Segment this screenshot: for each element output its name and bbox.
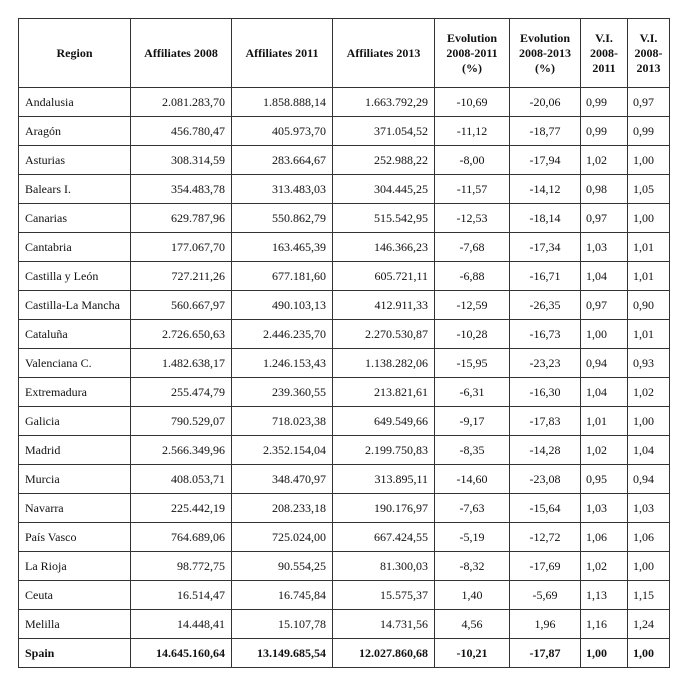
cell-region: Melilla (19, 610, 131, 639)
cell-region: Asturias (19, 146, 131, 175)
cell-evolution-2008-2011: -6,31 (435, 378, 510, 407)
table-row (19, 117, 670, 146)
cell-evolution-2008-2013: -23,23 (510, 349, 581, 378)
cell-affiliates-2008: 629.787,96 (131, 204, 232, 233)
cell-vi-2008-2011: 1,13 (581, 581, 628, 610)
table-row (19, 88, 670, 117)
table-row (19, 581, 670, 610)
cell-evolution-2008-2011: -15,95 (435, 349, 510, 378)
cell-affiliates-2013: 15.575,37 (333, 581, 435, 610)
header-vi-2008-2011: V.I. 2008-2011 (581, 19, 628, 88)
cell-evolution-2008-2013: -5,69 (510, 581, 581, 610)
cell-evolution-2008-2013: -20,06 (510, 88, 581, 117)
cell-region: Balears I. (19, 175, 131, 204)
cell-evolution-2008-2011: 4,56 (435, 610, 510, 639)
cell-vi-2008-2013: 0,90 (628, 291, 670, 320)
cell-vi-2008-2011: 1,04 (581, 262, 628, 291)
table-row (19, 349, 670, 378)
cell-affiliates-2013: 371.054,52 (333, 117, 435, 146)
cell-vi-2008-2013: 0,94 (628, 465, 670, 494)
table-row (19, 523, 670, 552)
cell-evolution-2008-2011: -14,60 (435, 465, 510, 494)
cell-evolution-2008-2011: -10,28 (435, 320, 510, 349)
cell-evolution-2008-2011: -5,19 (435, 523, 510, 552)
cell-vi-2008-2011: 0,94 (581, 349, 628, 378)
cell-evolution-2008-2013: -12,72 (510, 523, 581, 552)
cell-affiliates-2011: 718.023,38 (232, 407, 333, 436)
cell-vi-2008-2011: 0,97 (581, 291, 628, 320)
table-row (19, 610, 670, 639)
cell-affiliates-2011: 2.446.235,70 (232, 320, 333, 349)
cell-region: Castilla-La Mancha (19, 291, 131, 320)
cell-evolution-2008-2013: -17,69 (510, 552, 581, 581)
cell-vi-2008-2013: 1,01 (628, 233, 670, 262)
cell-evolution-2008-2011: 1,40 (435, 581, 510, 610)
cell-evolution-2008-2011: -12,53 (435, 204, 510, 233)
cell-region: País Vasco (19, 523, 131, 552)
table-row (19, 175, 670, 204)
cell-evolution-2008-2013: -17,34 (510, 233, 581, 262)
cell-affiliates-2011: 13.149.685,54 (232, 639, 333, 668)
cell-vi-2008-2011: 1,02 (581, 436, 628, 465)
table-row (19, 262, 670, 291)
cell-affiliates-2008: 727.211,26 (131, 262, 232, 291)
cell-affiliates-2008: 354.483,78 (131, 175, 232, 204)
header-evolution-2008-2011: Evolution 2008-2011 (%) (435, 19, 510, 88)
header-vi-2008-2013: V.I. 2008-2013 (628, 19, 670, 88)
cell-evolution-2008-2013: -17,83 (510, 407, 581, 436)
cell-vi-2008-2013: 1,00 (628, 407, 670, 436)
cell-affiliates-2011: 16.745,84 (232, 581, 333, 610)
cell-affiliates-2011: 313.483,03 (232, 175, 333, 204)
cell-vi-2008-2011: 0,95 (581, 465, 628, 494)
cell-affiliates-2008: 456.780,47 (131, 117, 232, 146)
cell-evolution-2008-2013: -23,08 (510, 465, 581, 494)
cell-vi-2008-2011: 0,99 (581, 88, 628, 117)
cell-vi-2008-2013: 1,24 (628, 610, 670, 639)
cell-affiliates-2011: 677.181,60 (232, 262, 333, 291)
total-row (19, 639, 670, 668)
table-row (19, 204, 670, 233)
cell-affiliates-2008: 14.645.160,64 (131, 639, 232, 668)
cell-evolution-2008-2013: -14,28 (510, 436, 581, 465)
cell-affiliates-2011: 550.862,79 (232, 204, 333, 233)
table-row (19, 465, 670, 494)
cell-affiliates-2013: 515.542,95 (333, 204, 435, 233)
cell-affiliates-2008: 764.689,06 (131, 523, 232, 552)
cell-evolution-2008-2011: -9,17 (435, 407, 510, 436)
cell-vi-2008-2011: 1,02 (581, 552, 628, 581)
cell-affiliates-2013: 304.445,25 (333, 175, 435, 204)
cell-affiliates-2013: 412.911,33 (333, 291, 435, 320)
cell-affiliates-2008: 255.474,79 (131, 378, 232, 407)
cell-vi-2008-2011: 1,02 (581, 146, 628, 175)
cell-evolution-2008-2013: -17,94 (510, 146, 581, 175)
cell-affiliates-2011: 1.246.153,43 (232, 349, 333, 378)
cell-vi-2008-2011: 1,16 (581, 610, 628, 639)
table-row (19, 552, 670, 581)
cell-region: Murcia (19, 465, 131, 494)
cell-affiliates-2013: 2.199.750,83 (333, 436, 435, 465)
cell-evolution-2008-2011: -6,88 (435, 262, 510, 291)
cell-affiliates-2011: 725.024,00 (232, 523, 333, 552)
cell-evolution-2008-2011: -10,69 (435, 88, 510, 117)
cell-evolution-2008-2011: -8,00 (435, 146, 510, 175)
cell-affiliates-2013: 1.663.792,29 (333, 88, 435, 117)
cell-vi-2008-2013: 1,00 (628, 146, 670, 175)
cell-region: Valenciana C. (19, 349, 131, 378)
cell-evolution-2008-2011: -7,68 (435, 233, 510, 262)
cell-vi-2008-2013: 1,01 (628, 262, 670, 291)
header-affiliates-2013: Affiliates 2013 (333, 19, 435, 88)
cell-vi-2008-2013: 1,00 (628, 552, 670, 581)
cell-vi-2008-2013: 1,00 (628, 204, 670, 233)
table-row (19, 233, 670, 262)
cell-vi-2008-2013: 1,03 (628, 494, 670, 523)
table-row (19, 146, 670, 175)
cell-region: Cataluña (19, 320, 131, 349)
cell-region: La Rioja (19, 552, 131, 581)
table-row (19, 291, 670, 320)
cell-affiliates-2013: 12.027.860,68 (333, 639, 435, 668)
header-row (19, 19, 670, 88)
cell-affiliates-2008: 560.667,97 (131, 291, 232, 320)
cell-vi-2008-2013: 1,04 (628, 436, 670, 465)
affiliates-table (18, 18, 670, 668)
cell-evolution-2008-2013: 1,96 (510, 610, 581, 639)
header-affiliates-2008: Affiliates 2008 (131, 19, 232, 88)
cell-region: Canarias (19, 204, 131, 233)
header-region: Region (19, 19, 131, 88)
cell-affiliates-2008: 2.726.650,63 (131, 320, 232, 349)
cell-evolution-2008-2013: -15,64 (510, 494, 581, 523)
cell-affiliates-2011: 208.233,18 (232, 494, 333, 523)
cell-affiliates-2013: 667.424,55 (333, 523, 435, 552)
cell-affiliates-2008: 790.529,07 (131, 407, 232, 436)
cell-vi-2008-2013: 0,97 (628, 88, 670, 117)
cell-evolution-2008-2013: -16,71 (510, 262, 581, 291)
cell-vi-2008-2013: 1,02 (628, 378, 670, 407)
cell-evolution-2008-2011: -10,21 (435, 639, 510, 668)
cell-affiliates-2013: 146.366,23 (333, 233, 435, 262)
cell-region: Andalusia (19, 88, 131, 117)
cell-vi-2008-2013: 1,06 (628, 523, 670, 552)
cell-affiliates-2013: 190.176,97 (333, 494, 435, 523)
cell-evolution-2008-2011: -8,35 (435, 436, 510, 465)
cell-region: Aragón (19, 117, 131, 146)
cell-region: Ceuta (19, 581, 131, 610)
cell-vi-2008-2011: 1,06 (581, 523, 628, 552)
cell-vi-2008-2013: 0,93 (628, 349, 670, 378)
cell-evolution-2008-2013: -16,30 (510, 378, 581, 407)
cell-affiliates-2008: 408.053,71 (131, 465, 232, 494)
cell-affiliates-2011: 490.103,13 (232, 291, 333, 320)
cell-evolution-2008-2011: -8,32 (435, 552, 510, 581)
cell-affiliates-2011: 2.352.154,04 (232, 436, 333, 465)
cell-affiliates-2011: 283.664,67 (232, 146, 333, 175)
cell-evolution-2008-2011: -11,57 (435, 175, 510, 204)
cell-vi-2008-2011: 1,03 (581, 233, 628, 262)
table-row (19, 436, 670, 465)
cell-evolution-2008-2013: -16,73 (510, 320, 581, 349)
cell-evolution-2008-2013: -17,87 (510, 639, 581, 668)
cell-region: Extremadura (19, 378, 131, 407)
cell-affiliates-2008: 98.772,75 (131, 552, 232, 581)
cell-affiliates-2008: 2.566.349,96 (131, 436, 232, 465)
cell-affiliates-2013: 213.821,61 (333, 378, 435, 407)
cell-evolution-2008-2011: -12,59 (435, 291, 510, 320)
cell-affiliates-2011: 15.107,78 (232, 610, 333, 639)
cell-vi-2008-2013: 1,05 (628, 175, 670, 204)
cell-evolution-2008-2013: -18,14 (510, 204, 581, 233)
cell-affiliates-2008: 16.514,47 (131, 581, 232, 610)
cell-vi-2008-2013: 1,01 (628, 320, 670, 349)
cell-affiliates-2013: 649.549,66 (333, 407, 435, 436)
cell-evolution-2008-2011: -7,63 (435, 494, 510, 523)
cell-evolution-2008-2011: -11,12 (435, 117, 510, 146)
table-row (19, 320, 670, 349)
cell-affiliates-2013: 313.895,11 (333, 465, 435, 494)
cell-vi-2008-2011: 1,01 (581, 407, 628, 436)
cell-vi-2008-2011: 0,99 (581, 117, 628, 146)
cell-affiliates-2011: 90.554,25 (232, 552, 333, 581)
cell-vi-2008-2011: 0,98 (581, 175, 628, 204)
cell-vi-2008-2013: 0,99 (628, 117, 670, 146)
cell-affiliates-2011: 348.470,97 (232, 465, 333, 494)
cell-affiliates-2008: 2.081.283,70 (131, 88, 232, 117)
cell-affiliates-2013: 605.721,11 (333, 262, 435, 291)
header-evolution-2008-2013: Evolution 2008-2013 (%) (510, 19, 581, 88)
cell-vi-2008-2013: 1,00 (628, 639, 670, 668)
cell-region: Navarra (19, 494, 131, 523)
cell-affiliates-2011: 239.360,55 (232, 378, 333, 407)
cell-region: Spain (19, 639, 131, 668)
table-row (19, 378, 670, 407)
cell-vi-2008-2013: 1,15 (628, 581, 670, 610)
cell-affiliates-2013: 252.988,22 (333, 146, 435, 175)
cell-region: Cantabria (19, 233, 131, 262)
cell-vi-2008-2011: 1,04 (581, 378, 628, 407)
cell-affiliates-2008: 308.314,59 (131, 146, 232, 175)
table-row (19, 494, 670, 523)
cell-affiliates-2011: 163.465,39 (232, 233, 333, 262)
cell-affiliates-2011: 405.973,70 (232, 117, 333, 146)
cell-region: Galicia (19, 407, 131, 436)
cell-region: Madrid (19, 436, 131, 465)
cell-affiliates-2008: 14.448,41 (131, 610, 232, 639)
header-affiliates-2011: Affiliates 2011 (232, 19, 333, 88)
cell-vi-2008-2011: 1,03 (581, 494, 628, 523)
cell-affiliates-2013: 2.270.530,87 (333, 320, 435, 349)
cell-affiliates-2008: 177.067,70 (131, 233, 232, 262)
cell-affiliates-2008: 1.482.638,17 (131, 349, 232, 378)
cell-evolution-2008-2013: -14,12 (510, 175, 581, 204)
cell-affiliates-2011: 1.858.888,14 (232, 88, 333, 117)
cell-vi-2008-2011: 1,00 (581, 320, 628, 349)
cell-affiliates-2013: 1.138.282,06 (333, 349, 435, 378)
cell-affiliates-2008: 225.442,19 (131, 494, 232, 523)
cell-evolution-2008-2013: -18,77 (510, 117, 581, 146)
cell-vi-2008-2011: 1,00 (581, 639, 628, 668)
cell-evolution-2008-2013: -26,35 (510, 291, 581, 320)
cell-affiliates-2013: 14.731,56 (333, 610, 435, 639)
cell-region: Castilla y León (19, 262, 131, 291)
cell-affiliates-2013: 81.300,03 (333, 552, 435, 581)
cell-vi-2008-2011: 0,97 (581, 204, 628, 233)
table-row (19, 407, 670, 436)
